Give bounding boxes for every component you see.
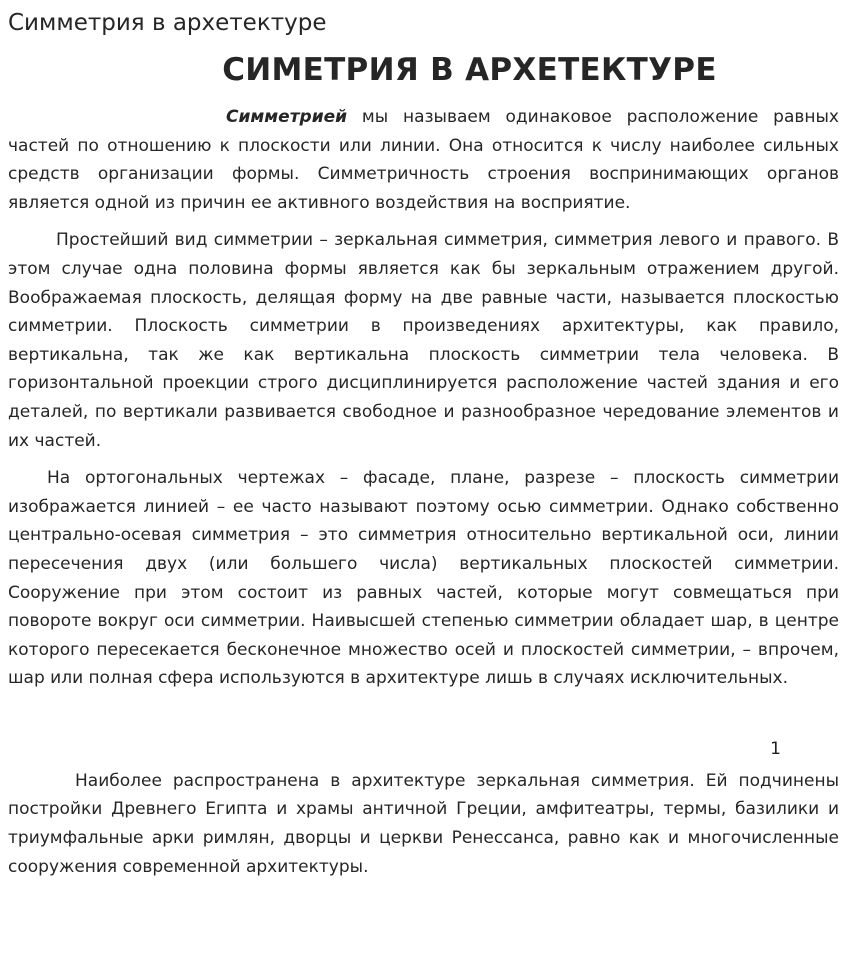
paragraph-axial-symmetry: На ортогональных чертежах – фасаде, плане, разрезе – плоскость симметрии изображается линией – ее часто называют поэтому осью симметрии. Однако собственно центрально-осевая симметрия – это симметрия относительно вертикальной оси, линии пересечения двух (или большего числа) вертикальных плоскостей симметрии. Сооружение при этом состоит из равных частей, которые могут совмещаться при повороте вокруг оси симметрии. Наивысшей степенью симметрии обладает шар, в центре которого пересекается бесконечное множество осей и плоскостей симметрии, – впрочем, шар или полная сфера используются в архитектуре лишь в случаях исключительных. [8,468,839,689]
document-header: Симметрия в архетектуре [8,10,327,36]
defined-term: Симметрией [226,107,348,127]
paragraph-mirror-symmetry: Простейший вид симметрии – зеркальная симметрия, симметрия левого и правого. В этом случае одна половина формы является как бы зеркальным отражением другой. Воображаемая плоскость, делящая форму на две равные части, называется плоскостью симметрии. Плоскость симметрии в произведениях архитектуры, как правило, вертикальна, так же как вертикальна плоскость симметрии тела человека. В горизонтальной проекции строго дисциплинируется расположение частей здания и его деталей, по вертикали развивается свободное и разнообразное чередование элементов и их частей. [8,230,839,451]
paragraph-examples: Наиболее распространена в архитектуре зеркальная симметрия. Ей подчинены постройки Древнего Египта и храмы античной Греции, амфитеатры, термы, базилики и триумфальные арки римлян, дворцы и церкви Ренессанса, равно как и многочисленные сооружения современной архитектуры. [8,770,839,877]
document-title: СИМЕТРИЯ В АРХЕТЕКТУРЕ [222,52,717,88]
paragraph-definition [8,103,839,217]
document-page [8,0,839,881]
paragraph-definition-text: мы называем одинаковое расположение равных частей по отношению к плоскости или линии. Она относится к числу наиболее сильных средств организации формы. Симметричность строения воспринимающих органов является одной из причин ее активного воздействия на восприятие. [8,107,839,213]
page-number: 1 [770,738,781,759]
